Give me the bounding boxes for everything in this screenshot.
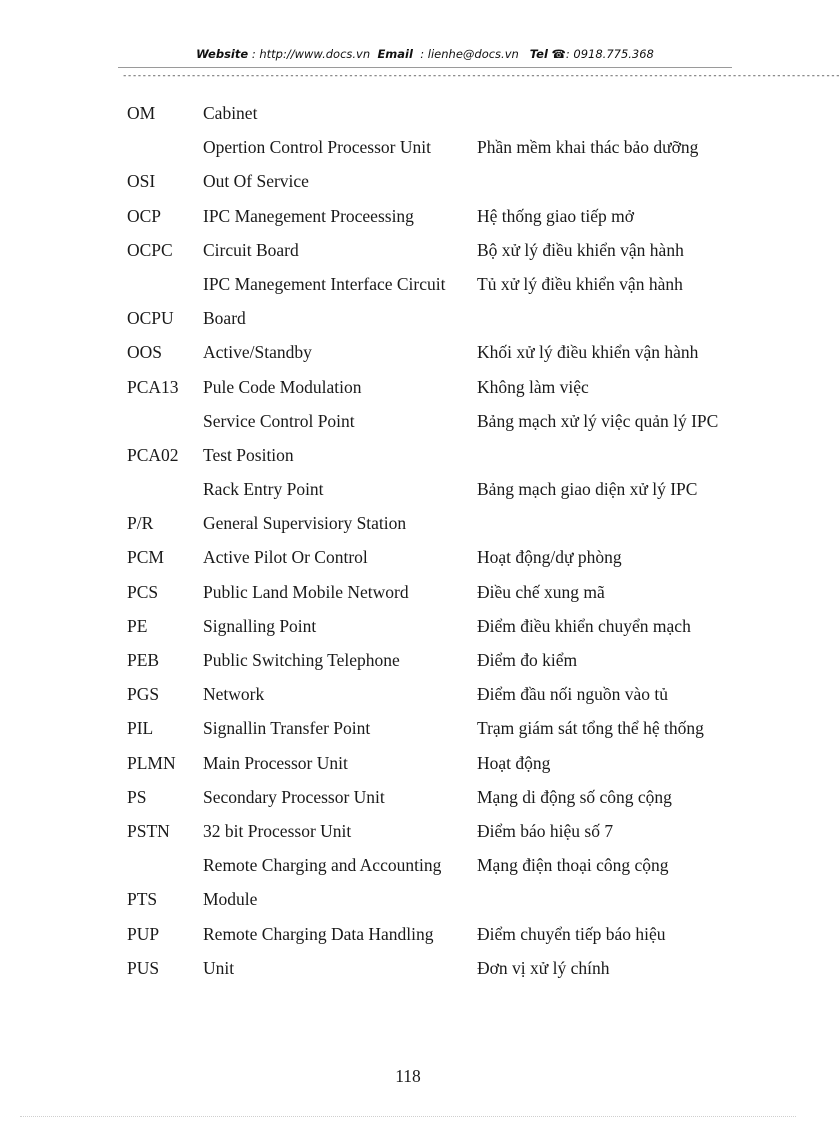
- glossary-row: [0, 646, 816, 680]
- abbreviation: OSI: [127, 171, 156, 192]
- vietnamese-term: Đơn vị xử lý chính: [477, 957, 610, 978]
- abbreviation: P/R: [127, 513, 154, 534]
- english-term: Pule Code Modulation: [203, 376, 362, 397]
- glossary-row: [0, 338, 816, 372]
- english-term: Public Switching Telephone: [203, 650, 400, 670]
- english-term: 32 bit Processor Unit: [203, 820, 352, 841]
- glossary-row: [0, 714, 816, 748]
- abbreviation: PCA13: [127, 376, 179, 397]
- abbreviation: PUS: [127, 957, 160, 978]
- abbreviation: PS: [127, 786, 147, 807]
- abbreviation: PUP: [127, 923, 160, 944]
- header-divider: [118, 67, 732, 68]
- vietnamese-term: Điểm điều khiển chuyển mạch: [477, 615, 691, 636]
- glossary-row: [0, 954, 816, 988]
- glossary-row: [0, 543, 816, 577]
- abbreviation: OM: [127, 103, 156, 123]
- english-term: Remote Charging and Accounting: [203, 855, 442, 876]
- vietnamese-term: Điều chế xung mã: [477, 581, 605, 602]
- english-term: IPC Manegement Interface Circuit: [203, 273, 446, 294]
- abbreviation: PGS: [127, 684, 160, 705]
- abbreviation: PLMN: [127, 752, 176, 773]
- vietnamese-term: Mạng điện thoại công cộng: [477, 855, 669, 876]
- glossary-row: [0, 817, 816, 851]
- vietnamese-term: Bộ xử lý điều khiển vận hành: [477, 239, 684, 260]
- english-term: Rack Entry Point: [203, 479, 324, 500]
- glossary-row: [0, 304, 816, 338]
- vietnamese-term: Điểm báo hiệu số 7: [477, 820, 614, 841]
- abbreviation: OOS: [127, 342, 163, 363]
- abbreviation: PE: [127, 615, 148, 636]
- glossary-row: [0, 167, 816, 201]
- vietnamese-term: Khối xử lý điều khiển vận hành: [477, 342, 699, 363]
- vietnamese-term: Không làm việc: [477, 376, 589, 397]
- vietnamese-term: Điểm đo kiểm: [477, 650, 578, 670]
- english-term: Unit: [203, 957, 235, 978]
- vietnamese-term: Hoạt động/dự phòng: [477, 547, 622, 568]
- english-term: Active Pilot Or Control: [203, 547, 368, 568]
- website-label: Website: [196, 47, 249, 61]
- english-term: Signalling Point: [203, 615, 317, 636]
- english-term: Module: [203, 889, 258, 910]
- english-term: Opertion Control Processor Unit: [203, 137, 431, 158]
- english-term: Main Processor Unit: [203, 752, 348, 773]
- glossary-row: [0, 783, 816, 817]
- footer-dotted-line: [20, 1116, 796, 1117]
- glossary-row: [0, 99, 816, 133]
- vietnamese-term: Bảng mạch xử lý việc quản lý IPC: [477, 410, 719, 431]
- abbreviation: PCS: [127, 581, 159, 602]
- english-term: Out Of Service: [203, 171, 309, 192]
- english-term: Circuit Board: [203, 239, 299, 260]
- glossary-list: [0, 99, 816, 988]
- glossary-row: [0, 749, 816, 783]
- glossary-row: [0, 851, 816, 885]
- abbreviation: PIL: [127, 718, 154, 739]
- english-term: Public Land Mobile Netword: [203, 581, 409, 602]
- vietnamese-term: Mạng di động số công cộng: [477, 786, 672, 807]
- english-term: Network: [203, 684, 265, 705]
- abbreviation: PSTN: [127, 820, 170, 841]
- page-number: 118: [395, 1066, 421, 1086]
- page-header: [118, 47, 732, 67]
- glossary-row: [0, 202, 816, 236]
- abbreviation: OCPC: [127, 239, 173, 260]
- glossary-row: [0, 509, 816, 543]
- abbreviation: OCPU: [127, 308, 174, 329]
- glossary-row: [0, 475, 816, 509]
- glossary-row: [0, 578, 816, 612]
- english-term: Board: [203, 308, 246, 329]
- vietnamese-term: Trạm giám sát tổng thể hệ thống: [477, 718, 704, 739]
- abbreviation: PEB: [127, 650, 160, 670]
- vietnamese-term: Phần mềm khai thác bảo dưỡng: [477, 137, 699, 158]
- glossary-row: [0, 236, 816, 270]
- vietnamese-term: Tủ xử lý điều khiển vận hành: [477, 273, 683, 294]
- abbreviation: PCA02: [127, 444, 179, 465]
- dashed-divider: --------------------------------------------------------------------------------------------------------------------------------------------------: [122, 71, 840, 81]
- english-term: Cabinet: [203, 103, 258, 123]
- english-term: Active/Standby: [203, 342, 312, 363]
- email-address: : lienhe@docs.vn: [420, 47, 519, 61]
- glossary-row: [0, 885, 816, 919]
- glossary-row: [0, 612, 816, 646]
- abbreviation: OCP: [127, 205, 162, 226]
- vietnamese-term: Hoạt động: [477, 752, 551, 773]
- abbreviation: PTS: [127, 889, 158, 910]
- glossary-row: [0, 441, 816, 475]
- vietnamese-term: Điểm chuyển tiếp báo hiệu: [477, 923, 666, 944]
- abbreviation: PCM: [127, 547, 164, 568]
- english-term: General Supervisiory Station: [203, 513, 407, 534]
- email-label: Email: [377, 47, 413, 61]
- glossary-row: [0, 680, 816, 714]
- tel-number: ☎: 0918.775.368: [551, 47, 654, 61]
- english-term: Remote Charging Data Handling: [203, 923, 434, 944]
- glossary-row: [0, 407, 816, 441]
- english-term: IPC Manegement Proceessing: [203, 205, 414, 226]
- vietnamese-term: Hệ thống giao tiếp mở: [477, 205, 635, 226]
- website-url: : http://www.docs.vn: [251, 47, 371, 61]
- glossary-row: [0, 920, 816, 954]
- english-term: Signallin Transfer Point: [203, 718, 371, 739]
- glossary-row: [0, 373, 816, 407]
- vietnamese-term: Điểm đầu nối nguồn vào tủ: [477, 684, 669, 705]
- tel-label: Tel: [529, 47, 548, 61]
- english-term: Secondary Processor Unit: [203, 786, 385, 807]
- vietnamese-term: Bảng mạch giao diện xử lý IPC: [477, 479, 698, 500]
- glossary-row: [0, 133, 816, 167]
- english-term: Test Position: [203, 444, 294, 465]
- english-term: Service Control Point: [203, 410, 355, 431]
- glossary-row: [0, 270, 816, 304]
